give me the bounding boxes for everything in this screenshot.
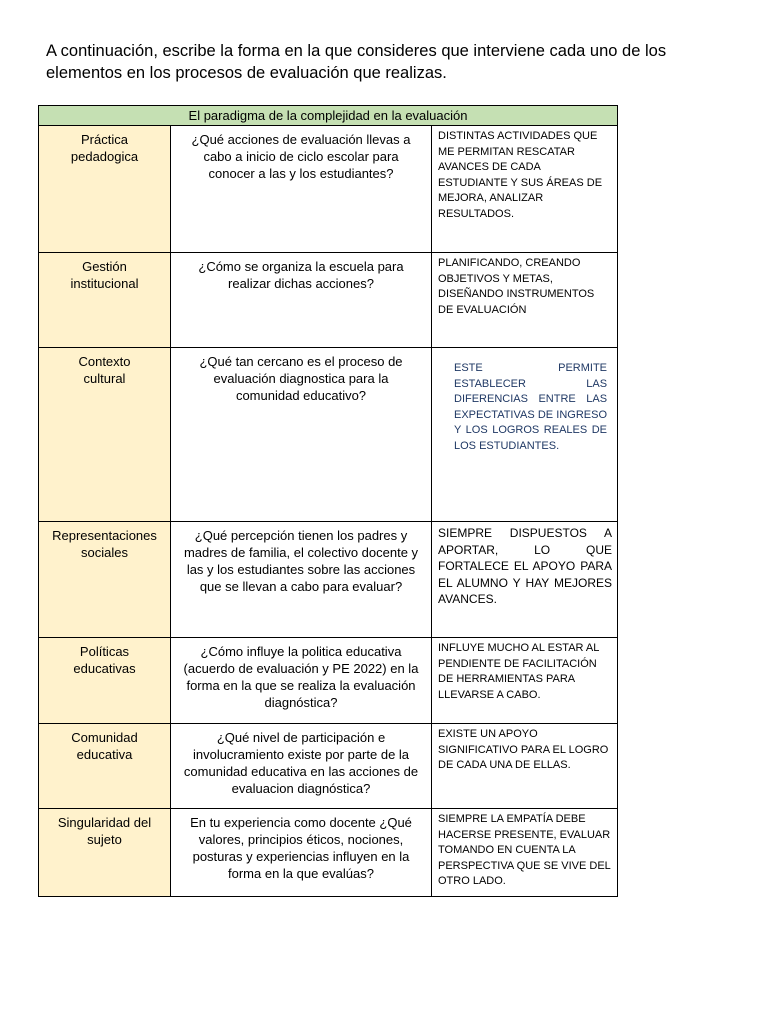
row-question: ¿Cómo se organiza la escuela para realizar dichas acciones? — [171, 253, 432, 348]
row-question: ¿Qué tan cercano es el proceso de evaluación diagnostica para la comunidad educativo? — [171, 348, 432, 522]
row-label: Políticas educativas — [39, 638, 171, 724]
row-question: ¿Qué percepción tienen los padres y madres de familia, el colectivo docente y las y los estudiantes sobre las acciones que se llevan a cabo para evaluar? — [171, 522, 432, 638]
table-title-row — [39, 106, 618, 126]
row-answer: INFLUYE MUCHO AL ESTAR AL PENDIENTE DE FACILITACIÓN DE HERRAMIENTAS PARA LLEVARSE A CABO. — [432, 638, 618, 724]
table-title: El paradigma de la complejidad en la evaluación — [39, 106, 618, 126]
row-answer: SIEMPRE LA EMPATÍA DEBE HACERSE PRESENTE, EVALUAR TOMANDO EN CUENTA LA PERSPECTIVA QUE SE VIVE DEL OTRO LADO. — [432, 809, 618, 897]
table-row — [39, 522, 618, 638]
row-answer: SIEMPRE DISPUESTOS A APORTAR, LO QUE FORTALECE EL APOYO PARA EL ALUMNO Y HAY MEJORES AVANCES. — [432, 522, 618, 638]
table-row — [39, 348, 618, 522]
row-question: ¿Qué nivel de participación e involucramiento existe por parte de la comunidad educativa en las acciones de evaluacion diagnóstica? — [171, 724, 432, 809]
intro-paragraph: A continuación, escribe la forma en la que consideres que interviene cada uno de los elementos en los procesos de evaluación que realizas. — [46, 42, 667, 82]
row-label: Gestión institucional — [39, 253, 171, 348]
table-row — [39, 809, 618, 897]
row-label: Representaciones sociales — [39, 522, 171, 638]
row-question: ¿Qué acciones de evaluación llevas a cabo a inicio de ciclo escolar para conocer a las y los estudiantes? — [171, 126, 432, 253]
row-question: En tu experiencia como docente ¿Qué valores, principios éticos, nociones, posturas y experiencias influyen en la forma en la que evalúas? — [171, 809, 432, 897]
row-question: ¿Cómo influye la politica educativa (acuerdo de evaluación y PE 2022) en la forma en la que se realiza la evaluación diagnóstica? — [171, 638, 432, 724]
table-row — [39, 253, 618, 348]
row-answer: PLANIFICANDO, CREANDO OBJETIVOS Y METAS, DISEÑANDO INSTRUMENTOS DE EVALUACIÓN — [432, 253, 618, 348]
table-row — [39, 638, 618, 724]
row-answer: EXISTE UN APOYO SIGNIFICATIVO PARA EL LOGRO DE CADA UNA DE ELLAS. — [432, 724, 618, 809]
row-label: Comunidad educativa — [39, 724, 171, 809]
row-answer: DISTINTAS ACTIVIDADES QUE ME PERMITAN RESCATAR AVANCES DE CADA ESTUDIANTE Y SUS ÁREAS DE MEJORA, ANALIZAR RESULTADOS. — [432, 126, 618, 253]
table-row — [39, 126, 618, 253]
row-label: Singularidad del sujeto — [39, 809, 171, 897]
complexity-paradigm-table — [38, 105, 618, 897]
table-row — [39, 724, 618, 809]
row-label: Contexto cultural — [39, 348, 171, 522]
row-answer: ESTE PERMITE ESTABLECER LAS DIFERENCIAS ENTRE LAS EXPECTATIVAS DE INGRESO Y LOS LOGROS REALES DE LOS ESTUDIANTES. — [432, 348, 618, 522]
row-label: Práctica pedadogica — [39, 126, 171, 253]
